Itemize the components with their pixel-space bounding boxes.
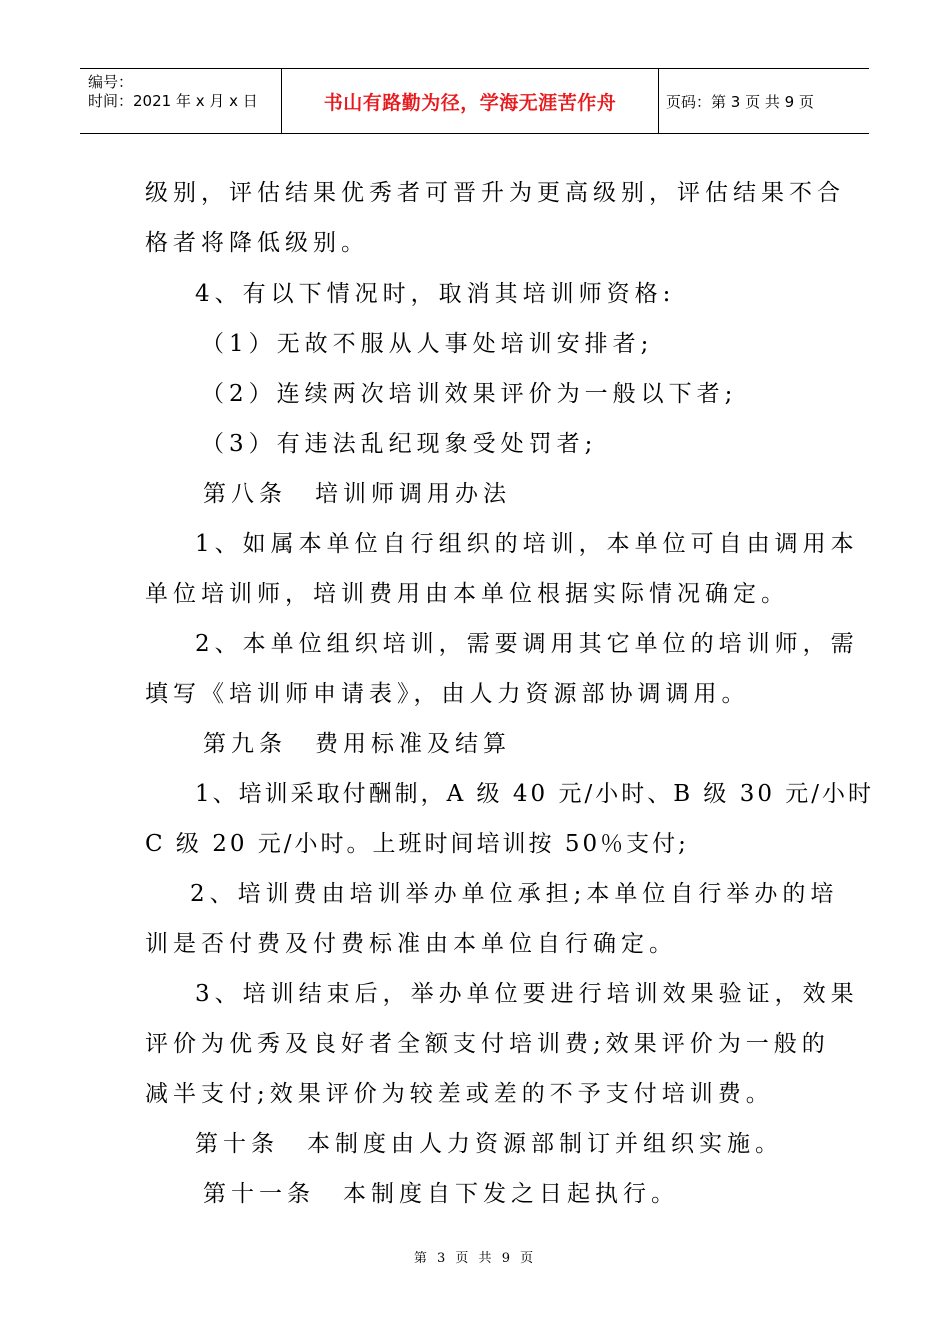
body-line: 填写《培训师申请表》，由人力资源部协调调用。: [145, 681, 750, 707]
body-line: 训是否付费及付费标准由本单位自行确定。: [145, 931, 677, 957]
body-line: （3）有违法乱纪现象受处罚者;: [201, 431, 598, 457]
body-line: 格者将降低级别。: [145, 230, 369, 256]
body-line: C 级 20 元/小时。上班时间培训按 50％支付;: [145, 831, 689, 857]
body-line: 4、有以下情况时，取消其培训师资格:: [195, 281, 676, 307]
body-line: （1）无故不服从人事处培训安排者;: [201, 331, 654, 357]
header-page-cell: [658, 69, 869, 133]
body-line: 1、培训采取付酬制，A 级 40 元/小时、B 级 30 元/小时: [195, 781, 875, 807]
body-line: 2、培训费由培训举办单位承担;本单位自行举办的培: [190, 881, 839, 907]
body-line: 2、本单位组织培训，需要调用其它单位的培训师，需: [195, 631, 859, 657]
section-heading: 第十一条 本制度自下发之日起执行。: [203, 1181, 679, 1207]
page-footer: 第 3 页 共 9 页: [413, 1251, 537, 1266]
document-date: 时间：2021 年 x 月 x 日: [88, 92, 258, 110]
header-page-number: 页码：第 3 页 共 9 页: [666, 92, 814, 111]
body-line: （2）连续两次培训效果评价为一般以下者;: [201, 381, 738, 407]
body-line: 级别，评估结果优秀者可晋升为更高级别，评估结果不合: [145, 180, 845, 206]
header-meta-cell: [80, 69, 282, 133]
header-motto-cell: [282, 69, 659, 133]
section-heading: 第八条 培训师调用办法: [203, 481, 511, 507]
page-header: [80, 68, 869, 134]
document-number: 编号：: [88, 73, 134, 91]
body-line: 评价为优秀及良好者全额支付培训费;效果评价为一般的: [145, 1031, 830, 1057]
section-heading: 第九条 费用标准及结算: [203, 731, 511, 757]
body-line: 减半支付;效果评价为较差或差的不予支付培训费。: [145, 1081, 774, 1107]
section-heading: 第十条 本制度由人力资源部制订并组织实施。: [195, 1131, 783, 1157]
body-line: 1、如属本单位自行组织的培训，本单位可自由调用本: [195, 531, 859, 557]
body-line: 3、培训结束后，举办单位要进行培训效果验证，效果: [195, 981, 859, 1007]
body-line: 单位培训师，培训费用由本单位根据实际情况确定。: [145, 581, 789, 607]
header-motto: 书山有路勤为径，学海无涯苦作舟: [323, 91, 617, 114]
